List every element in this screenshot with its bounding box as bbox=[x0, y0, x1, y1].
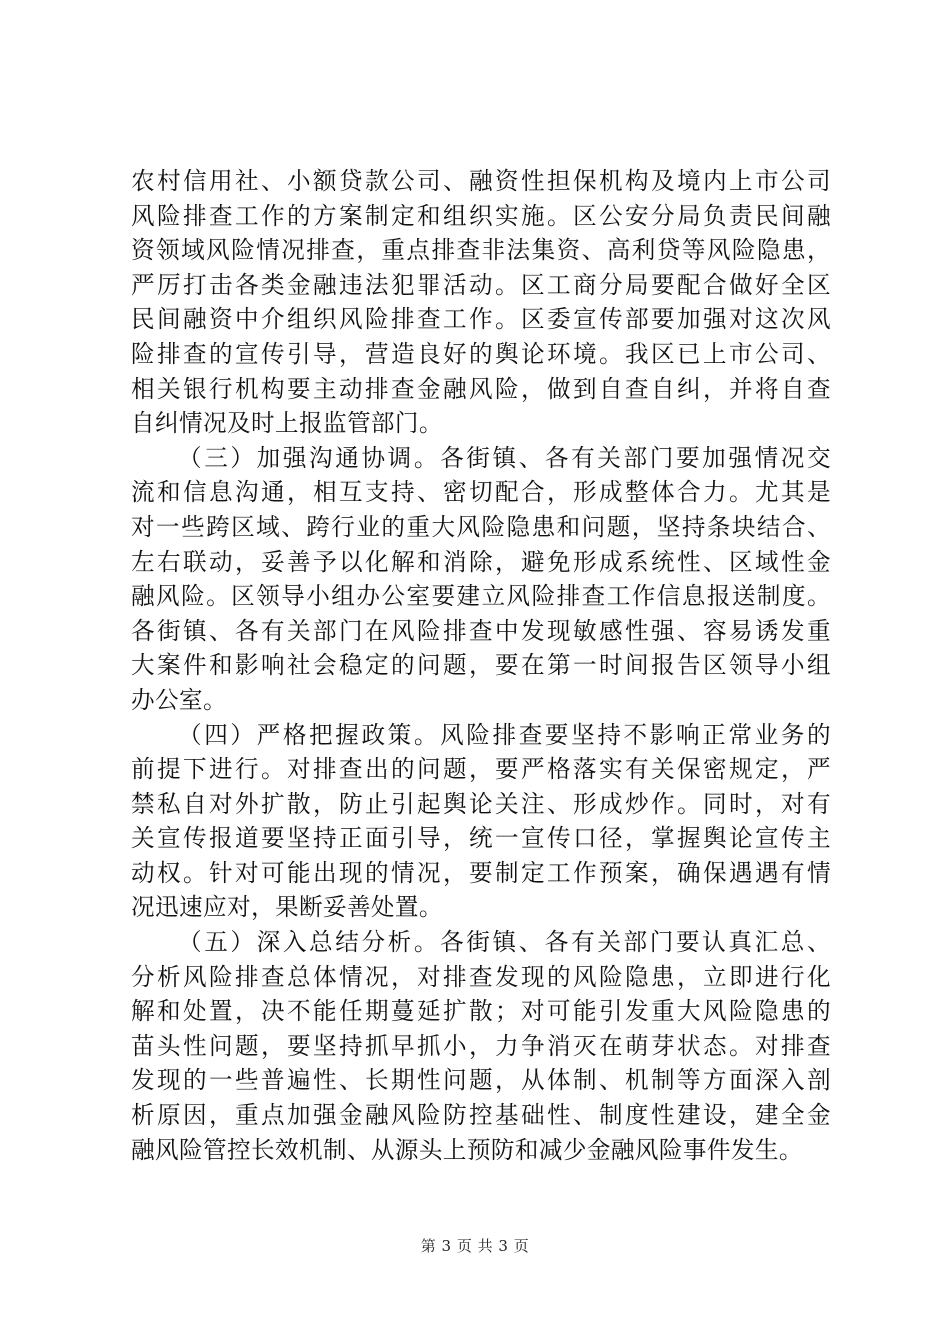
document-body bbox=[131, 164, 831, 1167]
text-line: 前提下进行。对排查出的问题，要严格落实有关保密规定，严 bbox=[131, 755, 831, 784]
text-line: 关宣传报道要坚持正面引导，统一宣传口径，掌握舆论宣传主 bbox=[131, 824, 831, 853]
text-line: 对一些跨区域、跨行业的重大风险隐患和问题，坚持条块结合、 bbox=[131, 512, 831, 541]
text-line: 解和处置，决不能任期蔓延扩散；对可能引发重大风险隐患的 bbox=[131, 997, 831, 1026]
text-line: 动权。针对可能出现的情况，要制定工作预案，确保遇遇有情 bbox=[131, 858, 831, 887]
text-line: 禁私自对外扩散，防止引起舆论关注、形成炒作。同时，对有 bbox=[131, 789, 831, 818]
text-line: 各街镇、各有关部门在风险排查中发现敏感性强、容易诱发重 bbox=[131, 616, 831, 645]
text-line: 融风险。区领导小组办公室要建立风险排查工作信息报送制度。 bbox=[131, 582, 831, 611]
text-line: 左右联动，妥善予以化解和消除，避免形成系统性、区域性金 bbox=[131, 547, 831, 576]
text-line: 民间融资中介组织风险排查工作。区委宣传部要加强对这次风 bbox=[131, 305, 831, 334]
text-line: 农村信用社、小额贷款公司、融资性担保机构及境内上市公司 bbox=[131, 167, 831, 195]
section-heading-line: （四）严格把握政策。风险排查要坚持不影响正常业务的 bbox=[178, 720, 831, 749]
text-line: 流和信息沟通，相互支持、密切配合，形成整体合力。尤其是 bbox=[131, 478, 831, 507]
text-line: 析原因，重点加强金融风险防控基础性、制度性建设，建全金 bbox=[131, 1101, 831, 1130]
text-line: 苗头性问题，要坚持抓早抓小，力争消灭在萌芽状态。对排查 bbox=[131, 1031, 831, 1060]
text-line: 相关银行机构要主动排查金融风险，做到自查自纠，并将自查 bbox=[131, 374, 831, 403]
text-line: 资领域风险情况排查，重点排查非法集资、高利贷等风险隐患， bbox=[131, 236, 831, 265]
text-line: 大案件和影响社会稳定的问题，要在第一时间报告区领导小组 bbox=[131, 651, 831, 680]
text-line: 融风险管控长效机制、从源头上预防和减少金融风险事件发生。 bbox=[131, 1135, 803, 1164]
text-line: 风险排查工作的方案制定和组织实施。区公安分局负责民间融 bbox=[131, 201, 831, 230]
page-number-footer: 第 3 页 共 3 页 bbox=[420, 1237, 530, 1255]
text-line: 发现的一些普遍性、长期性问题，从体制、机制等方面深入剖 bbox=[131, 1066, 831, 1095]
text-line: 严厉打击各类金融违法犯罪活动。区工商分局要配合做好全区 bbox=[131, 270, 831, 299]
text-line: 险排查的宣传引导，营造良好的舆论环境。我区已上市公司、 bbox=[131, 339, 831, 368]
text-line: 自纠情况及时上报监管部门。 bbox=[131, 409, 443, 438]
section-heading-line: （五）深入总结分析。各街镇、各有关部门要认真汇总、 bbox=[178, 928, 831, 957]
text-line: 办公室。 bbox=[131, 685, 227, 714]
text-line: 况迅速应对，果断妥善处置。 bbox=[131, 893, 443, 922]
section-heading-line: （三）加强沟通协调。各街镇、各有关部门要加强情况交 bbox=[178, 443, 831, 472]
text-line: 分析风险排查总体情况，对排查发现的风险隐患，立即进行化 bbox=[131, 962, 831, 991]
